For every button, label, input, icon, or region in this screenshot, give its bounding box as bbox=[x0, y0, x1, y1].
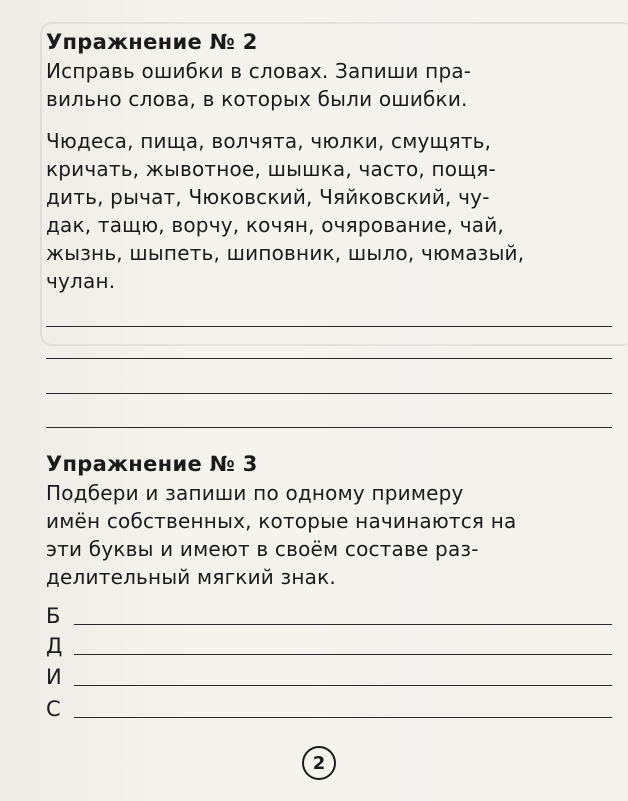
letter-label: И bbox=[46, 665, 62, 689]
word-line: дак, тащю, ворчу, кочян, очярование, чай, bbox=[46, 213, 504, 237]
letter-label: Б bbox=[46, 604, 61, 628]
exercise-2 bbox=[46, 30, 614, 295]
exercise-2-instruction bbox=[46, 57, 614, 113]
word-line: кричать, жывотное, шышка, часто, пощя- bbox=[46, 157, 496, 181]
instruction-line: эти буквы и имеют в своём составе раз- bbox=[46, 537, 479, 561]
instruction-line: вильно слова, в которых были ошибки. bbox=[46, 87, 468, 111]
instruction-line: имён собственных, которые начинаются на bbox=[46, 509, 517, 533]
letter-row-d[interactable] bbox=[46, 628, 612, 658]
letter-label: С bbox=[46, 697, 61, 721]
answer-line[interactable] bbox=[74, 624, 612, 625]
instruction-line: Подбери и запиши по одному примеру bbox=[46, 481, 464, 505]
answer-line[interactable] bbox=[74, 654, 612, 655]
word-line: Чюдеса, пища, волчята, чюлки, смущять, bbox=[46, 129, 492, 153]
exercise-2-word-list bbox=[46, 127, 614, 295]
letter-label: Д bbox=[46, 634, 63, 658]
letter-row-b[interactable] bbox=[46, 598, 612, 628]
word-line: чулан. bbox=[46, 269, 116, 293]
answer-line[interactable] bbox=[74, 685, 612, 686]
exercise-3-title: Упражнение № 3 bbox=[46, 452, 258, 476]
answer-line[interactable] bbox=[46, 326, 612, 327]
letter-row-s[interactable] bbox=[46, 691, 612, 721]
word-line: жызнь, шыпеть, шиповник, шыло, чюмазый, bbox=[46, 241, 525, 265]
exercise-2-title: Упражнение № 2 bbox=[46, 30, 258, 54]
instruction-line: делительный мягкий знак. bbox=[46, 565, 336, 589]
answer-line[interactable] bbox=[46, 393, 612, 394]
letter-row-i[interactable] bbox=[46, 659, 612, 689]
exercise-3 bbox=[46, 452, 614, 591]
instruction-line: Исправь ошибки в словах. Запиши пра- bbox=[46, 59, 472, 83]
answer-line[interactable] bbox=[74, 717, 612, 718]
answer-line[interactable] bbox=[46, 358, 612, 359]
exercise-3-instruction bbox=[46, 479, 614, 591]
answer-line[interactable] bbox=[46, 427, 612, 428]
word-line: дить, рычат, Чюковский, Чяйковский, чу- bbox=[46, 185, 490, 209]
page-number-badge: 2 bbox=[302, 746, 336, 780]
